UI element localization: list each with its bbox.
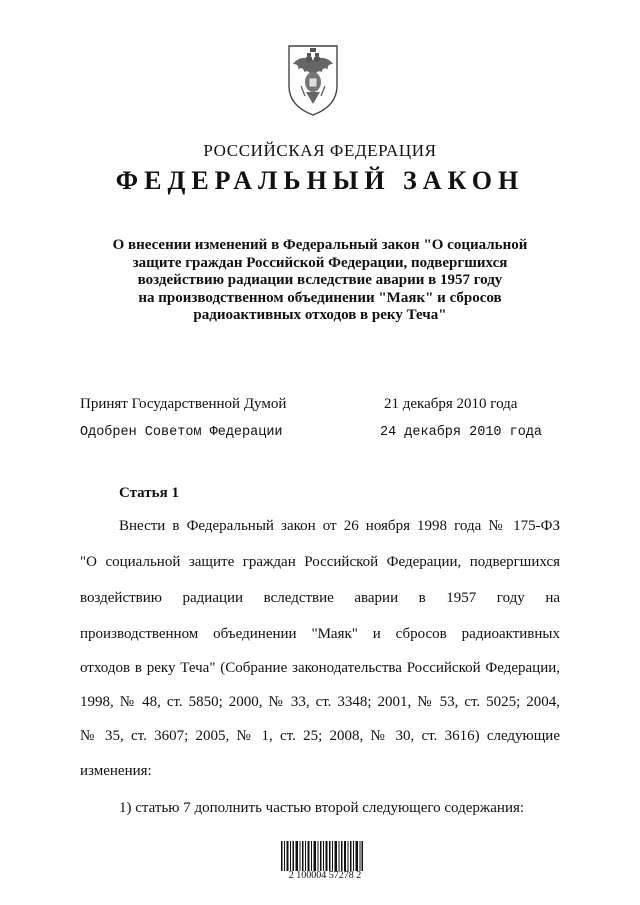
article-heading: Статья 1 <box>119 485 179 501</box>
country-heading: РОССИЙСКАЯ ФЕДЕРАЦИЯ <box>203 141 437 160</box>
law-title <box>92 237 548 325</box>
article-text-line: изменения: <box>80 763 152 779</box>
article-text-line: воздействию радиации вследствие аварии в 1957 году на <box>80 590 560 606</box>
article-text-line: Внести в Федеральный закон от 26 ноября 1998 года № 175-ФЗ <box>119 518 560 534</box>
article-text-line: № 35, ст. 3607; 2005, № 1, ст. 25; 2008, № 30, ст. 3616) следующие <box>80 728 560 744</box>
law-title-line: на производственном объединении "Маяк" и сбросов <box>138 289 502 306</box>
coat-of-arms-emblem <box>285 42 341 118</box>
article-text-line: отходов в реку Теча" (Собрание законодательства Российской Федерации, <box>80 660 560 676</box>
law-title-line: радиоактивных отходов в реку Теча" <box>193 307 447 323</box>
barcode-number: 2 100004 57278 2 <box>288 870 362 881</box>
article-text-line: "О социальной защите граждан Российской Федерации, подвергшихся <box>80 554 560 570</box>
law-title-line: воздействию радиации вследствие аварии в 1957 году <box>137 272 503 288</box>
law-title-line: О внесении изменений в Федеральный закон "О социальной <box>112 237 528 253</box>
article-item-1: 1) статью 7 дополнить частью второй следующего содержания: <box>119 800 525 816</box>
duma-adoption-date: 21 декабря 2010 года <box>384 396 518 412</box>
document-type-heading: ФЕДЕРАЛЬНЫЙ ЗАКОН <box>115 166 525 195</box>
duma-adoption-label: Принят Государственной Думой <box>80 396 287 412</box>
law-title-line: защите граждан Российской Федерации, подвергшихся <box>132 254 508 271</box>
article-text-line: 1998, № 48, ст. 5850; 2000, № 33, ст. 3348; 2001, № 53, ст. 5025; 2004, <box>80 694 560 710</box>
council-approval-date: 24 декабря 2010 года <box>380 425 543 440</box>
barcode-image <box>281 841 363 871</box>
article-text-line: производственном объединении "Маяк" и сбросов радиоактивных <box>80 626 560 642</box>
council-approval-label: Одобрен Советом Федерации <box>80 425 283 440</box>
